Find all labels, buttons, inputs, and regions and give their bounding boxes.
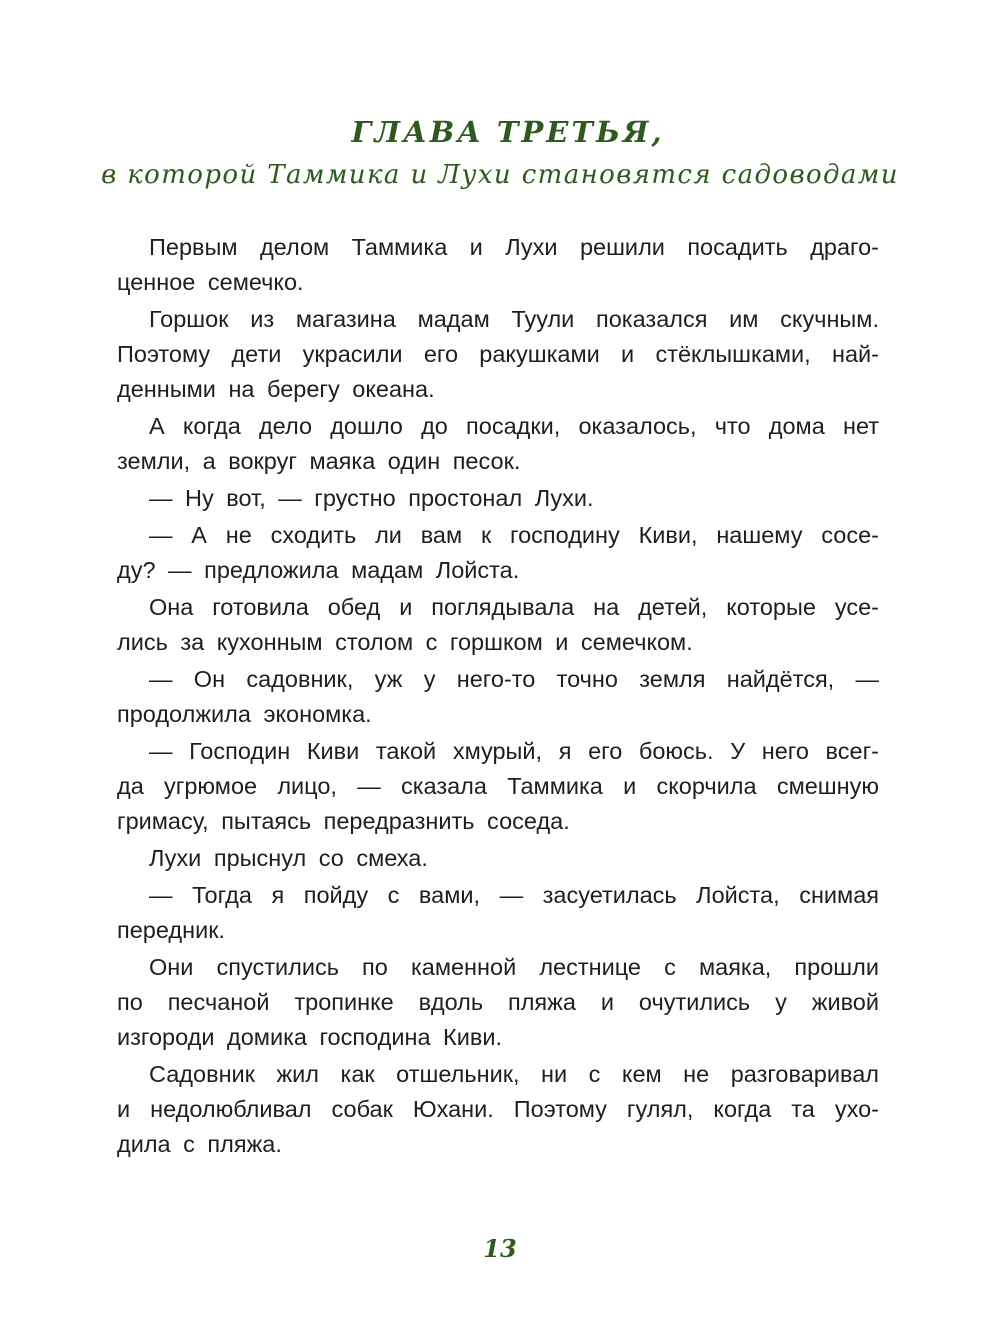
text-line: денными на берегу океана. [117, 376, 435, 402]
text-line: Первым делом Таммика и Лухи решили посадить драго- [149, 234, 879, 260]
text-line: Садовник жил как отшельник, ни с кем не разговаривал [149, 1061, 879, 1087]
text-line: лись за кухонным столом с горшком и семечком. [117, 629, 693, 655]
text-line: — Тогда я пойду с вами, — засуетилась Лойста, снимая [149, 882, 879, 908]
text-line: — Господин Киви такой хмурый, я его боюсь. У него всег- [149, 738, 879, 764]
text-line: и недолюбливал собак Юхани. Поэтому гулял, когда та ухо- [117, 1096, 879, 1122]
text-line: да угрюмое лицо, — сказала Таммика и скорчила смешную [117, 773, 879, 799]
text-line: по песчаной тропинке вдоль пляжа и очутились у живой [117, 989, 879, 1015]
text-line: продолжила экономка. [117, 701, 372, 727]
chapter-text [117, 230, 879, 1162]
text-line: Лухи прыснул со смеха. [149, 845, 428, 871]
text-line: Горшок из магазина мадам Туули показался им скучным. [149, 306, 879, 332]
text-line: Она готовила обед и поглядывала на детей, которые усе- [149, 594, 879, 620]
text-line: земли, а вокруг маяка один песок. [117, 448, 521, 474]
text-line: ценное семечко. [117, 269, 304, 295]
text-line: — Он садовник, уж у него-то точно земля найдётся, — [149, 666, 879, 692]
chapter-heading [0, 112, 1000, 198]
page-number: 13 [483, 1234, 517, 1263]
text-line: гримасу, пытаясь передразнить соседа. [117, 808, 570, 834]
chapter-subtitle: в которой Таммика и Лухи становятся садоводами [101, 160, 899, 190]
text-line: ду? — предложила мадам Лойста. [117, 557, 520, 583]
text-line: — А не сходить ли вам к господину Киви, нашему сосе- [149, 522, 879, 548]
text-line: А когда дело дошло до посадки, оказалось, что дома нет [149, 413, 879, 439]
text-line: — Ну вот, — грустно простонал Лухи. [149, 485, 594, 511]
text-line: Поэтому дети украсили его ракушками и стёклышками, най- [117, 341, 879, 367]
text-line: дила с пляжа. [117, 1131, 282, 1157]
text-line: передник. [117, 917, 226, 943]
text-line: Они спустились по каменной лестнице с маяка, прошли [149, 954, 879, 980]
chapter-title: ГЛАВА ТРЕТЬЯ, [351, 115, 665, 149]
text-line: изгороди домика господина Киви. [117, 1024, 503, 1050]
